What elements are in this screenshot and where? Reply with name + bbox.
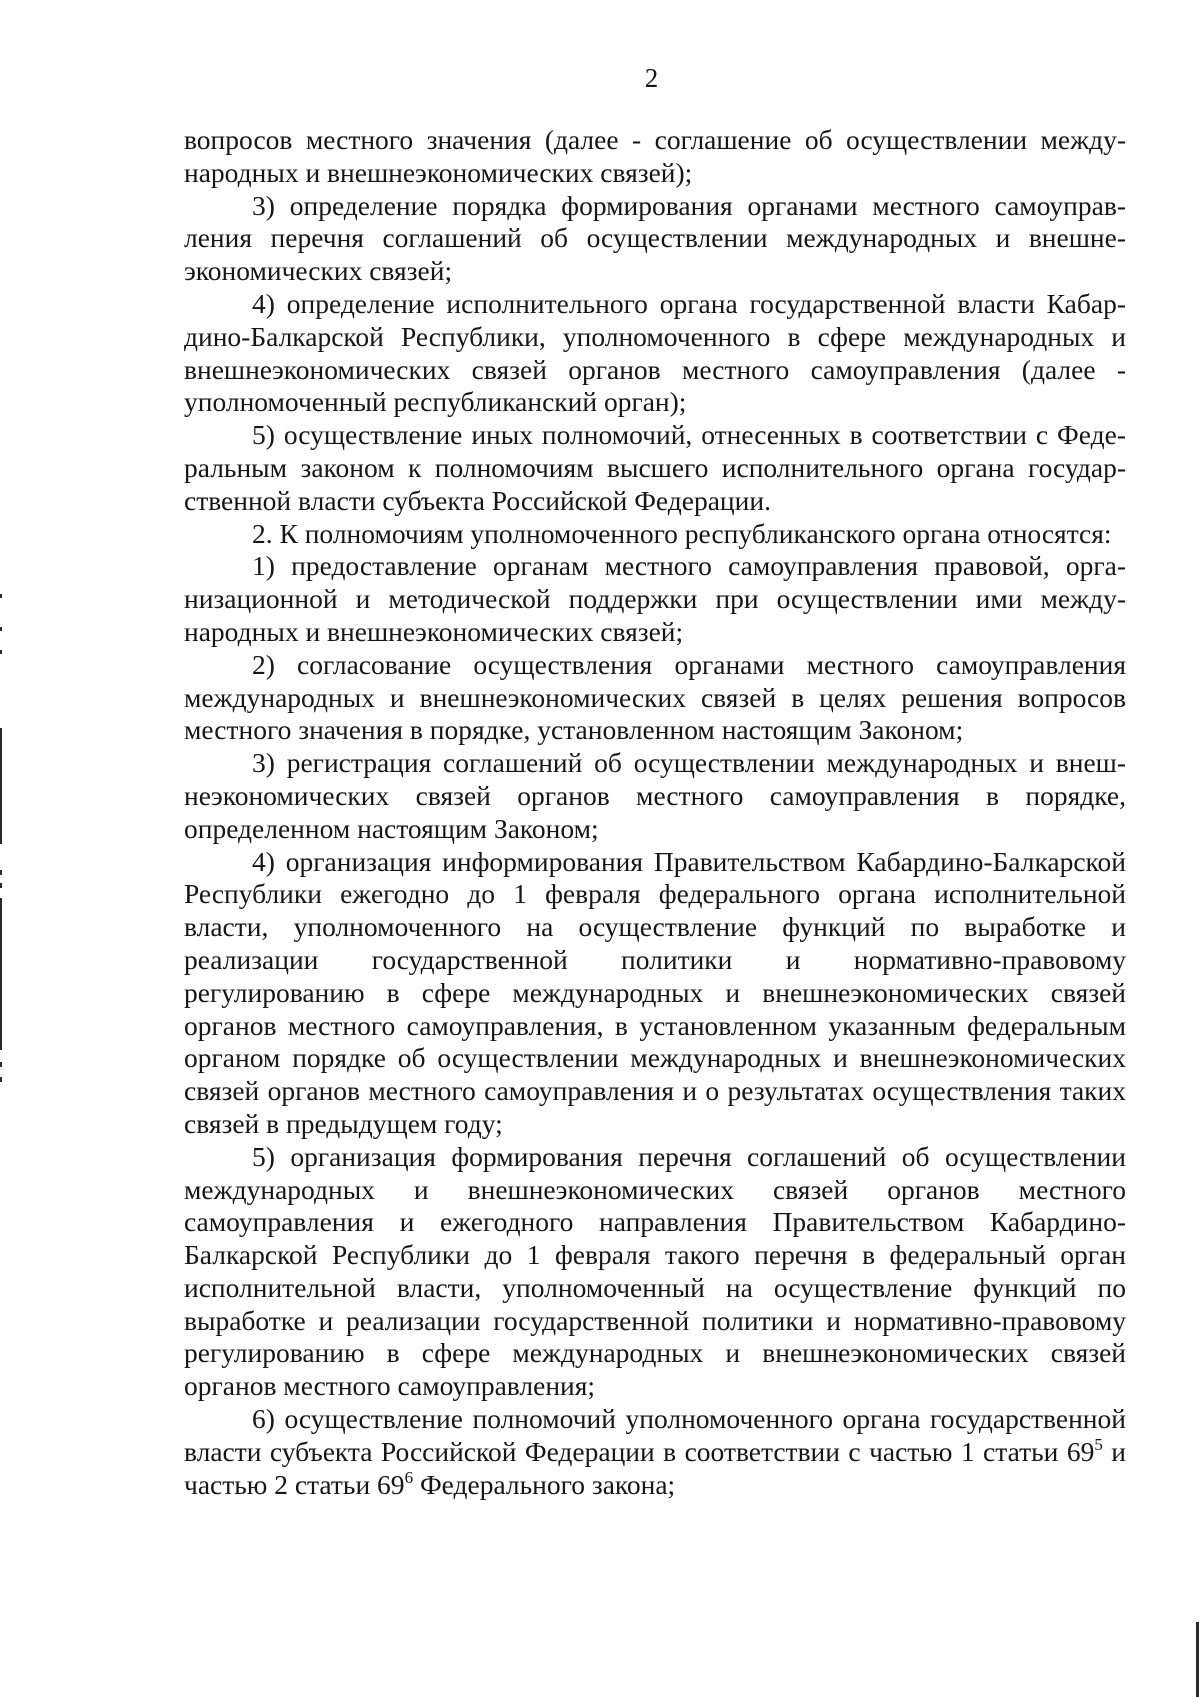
paragraph-subitem-4: 4) организация информирования Правительством Кабардино-Балкарской Республики ежегодно до 1 февраля федерального органа исполнительной власти, уполномоченного на осуществление функций по выработке и реализации государственной политики и нормативно-правовому регулированию в сфере международных и внешнеэкономических связей органов местного самоуправления, в установленном указанным федеральным органом порядке об осуществлении международных и внешнеэкономических связей органов местного самоуправления и о результатах осуществления таких связей в предыдущем году; [184, 845, 1126, 1139]
paragraph-subitem-5: 5) организация формирования перечня соглашений об осуществлении международных и внешнеэкономических связей органов местного самоуправления и ежегодного направления Правительством Кабардино-Балкарской Республики до 1 февраля такого перечня в федеральный орган исполнительной власти, уполномоченный на осуществление функций по выработке и реализации государственной политики и нормативно-правовому регулированию в сфере международных и внешнеэкономических связей органов местного самоуправления; [184, 1140, 1126, 1402]
scan-mark-left-dot-7 [0, 1077, 2, 1082]
superscript-6: 6 [404, 1467, 414, 1487]
paragraph-subitem-6-text-b: и частью 2 статьи 69 [184, 1435, 1127, 1500]
scan-mark-left-dot-1 [0, 594, 2, 598]
paragraph-item-5: 5) осуществление иных полномочий, отнесенных в соответствии с Федеральным законом к полномочиям высшего исполнительного органа государственной власти субъекта Российской Федерации. [184, 419, 1126, 516]
scan-mark-left-dot-4 [0, 870, 2, 875]
page-number: 2 [644, 63, 659, 93]
paragraph-subitem-1: 1) предоставление органам местного самоуправления правовой, организационной и методической поддержки при осуществлении ими международных и внешнеэкономических связей; [184, 550, 1126, 647]
scan-mark-left-dot-5 [0, 883, 2, 888]
paragraph-subitem-6 [184, 1403, 1126, 1501]
scan-mark-left-dot-6 [0, 1062, 2, 1067]
scan-mark-left-dot-2 [0, 627, 2, 631]
superscript-5: 5 [1094, 1434, 1103, 1454]
paragraph-section-2: 2. К полномочиям уполномоченного республиканского органа относятся: [252, 517, 1112, 549]
page-body [184, 124, 1126, 1501]
paragraph-subitem-6-text-a: 6) осуществление полномочий уполномоченного органа государственной власти субъекта Российской Федерации в соответствии с частью 1 статьи 69 [184, 1403, 1126, 1467]
paragraph-subitem-6-text-c: Федерального закона; [413, 1468, 676, 1500]
paragraph-subitem-2: 2) согласование осуществления органами местного самоуправления международных и внешнеэкономических связей в целях решения вопросов местного значения в порядке, установленном настоящим Законом; [184, 648, 1126, 746]
paragraph-item-4: 4) определение исполнительного органа государственной власти Кабардино-Балкарской Республики, уполномоченного в сфере международных и внешнеэкономических связей органов местного самоуправления (далее - уполномоченный республиканский орган); [184, 287, 1126, 418]
paragraph-item-3: 3) определение порядка формирования органами местного самоуправления перечня соглашений об осуществлении международных и внешнеэкономических связей; [184, 189, 1126, 287]
paragraph-subitem-3: 3) регистрация соглашений об осуществлении международных и внешнеэкономических связей органов местного самоуправления в порядке, определенном настоящим Законом; [184, 747, 1126, 844]
scan-mark-left-bar-1 [0, 728, 2, 844]
scan-mark-left-dot-3 [0, 650, 2, 654]
paragraph-continuation: вопросов местного значения (далее - соглашение об осуществлении международных и внешнеэкономических связей); [184, 124, 1126, 188]
scan-mark-right-bar [1196, 1622, 1199, 1697]
scan-mark-left-bar-2 [0, 898, 2, 1050]
